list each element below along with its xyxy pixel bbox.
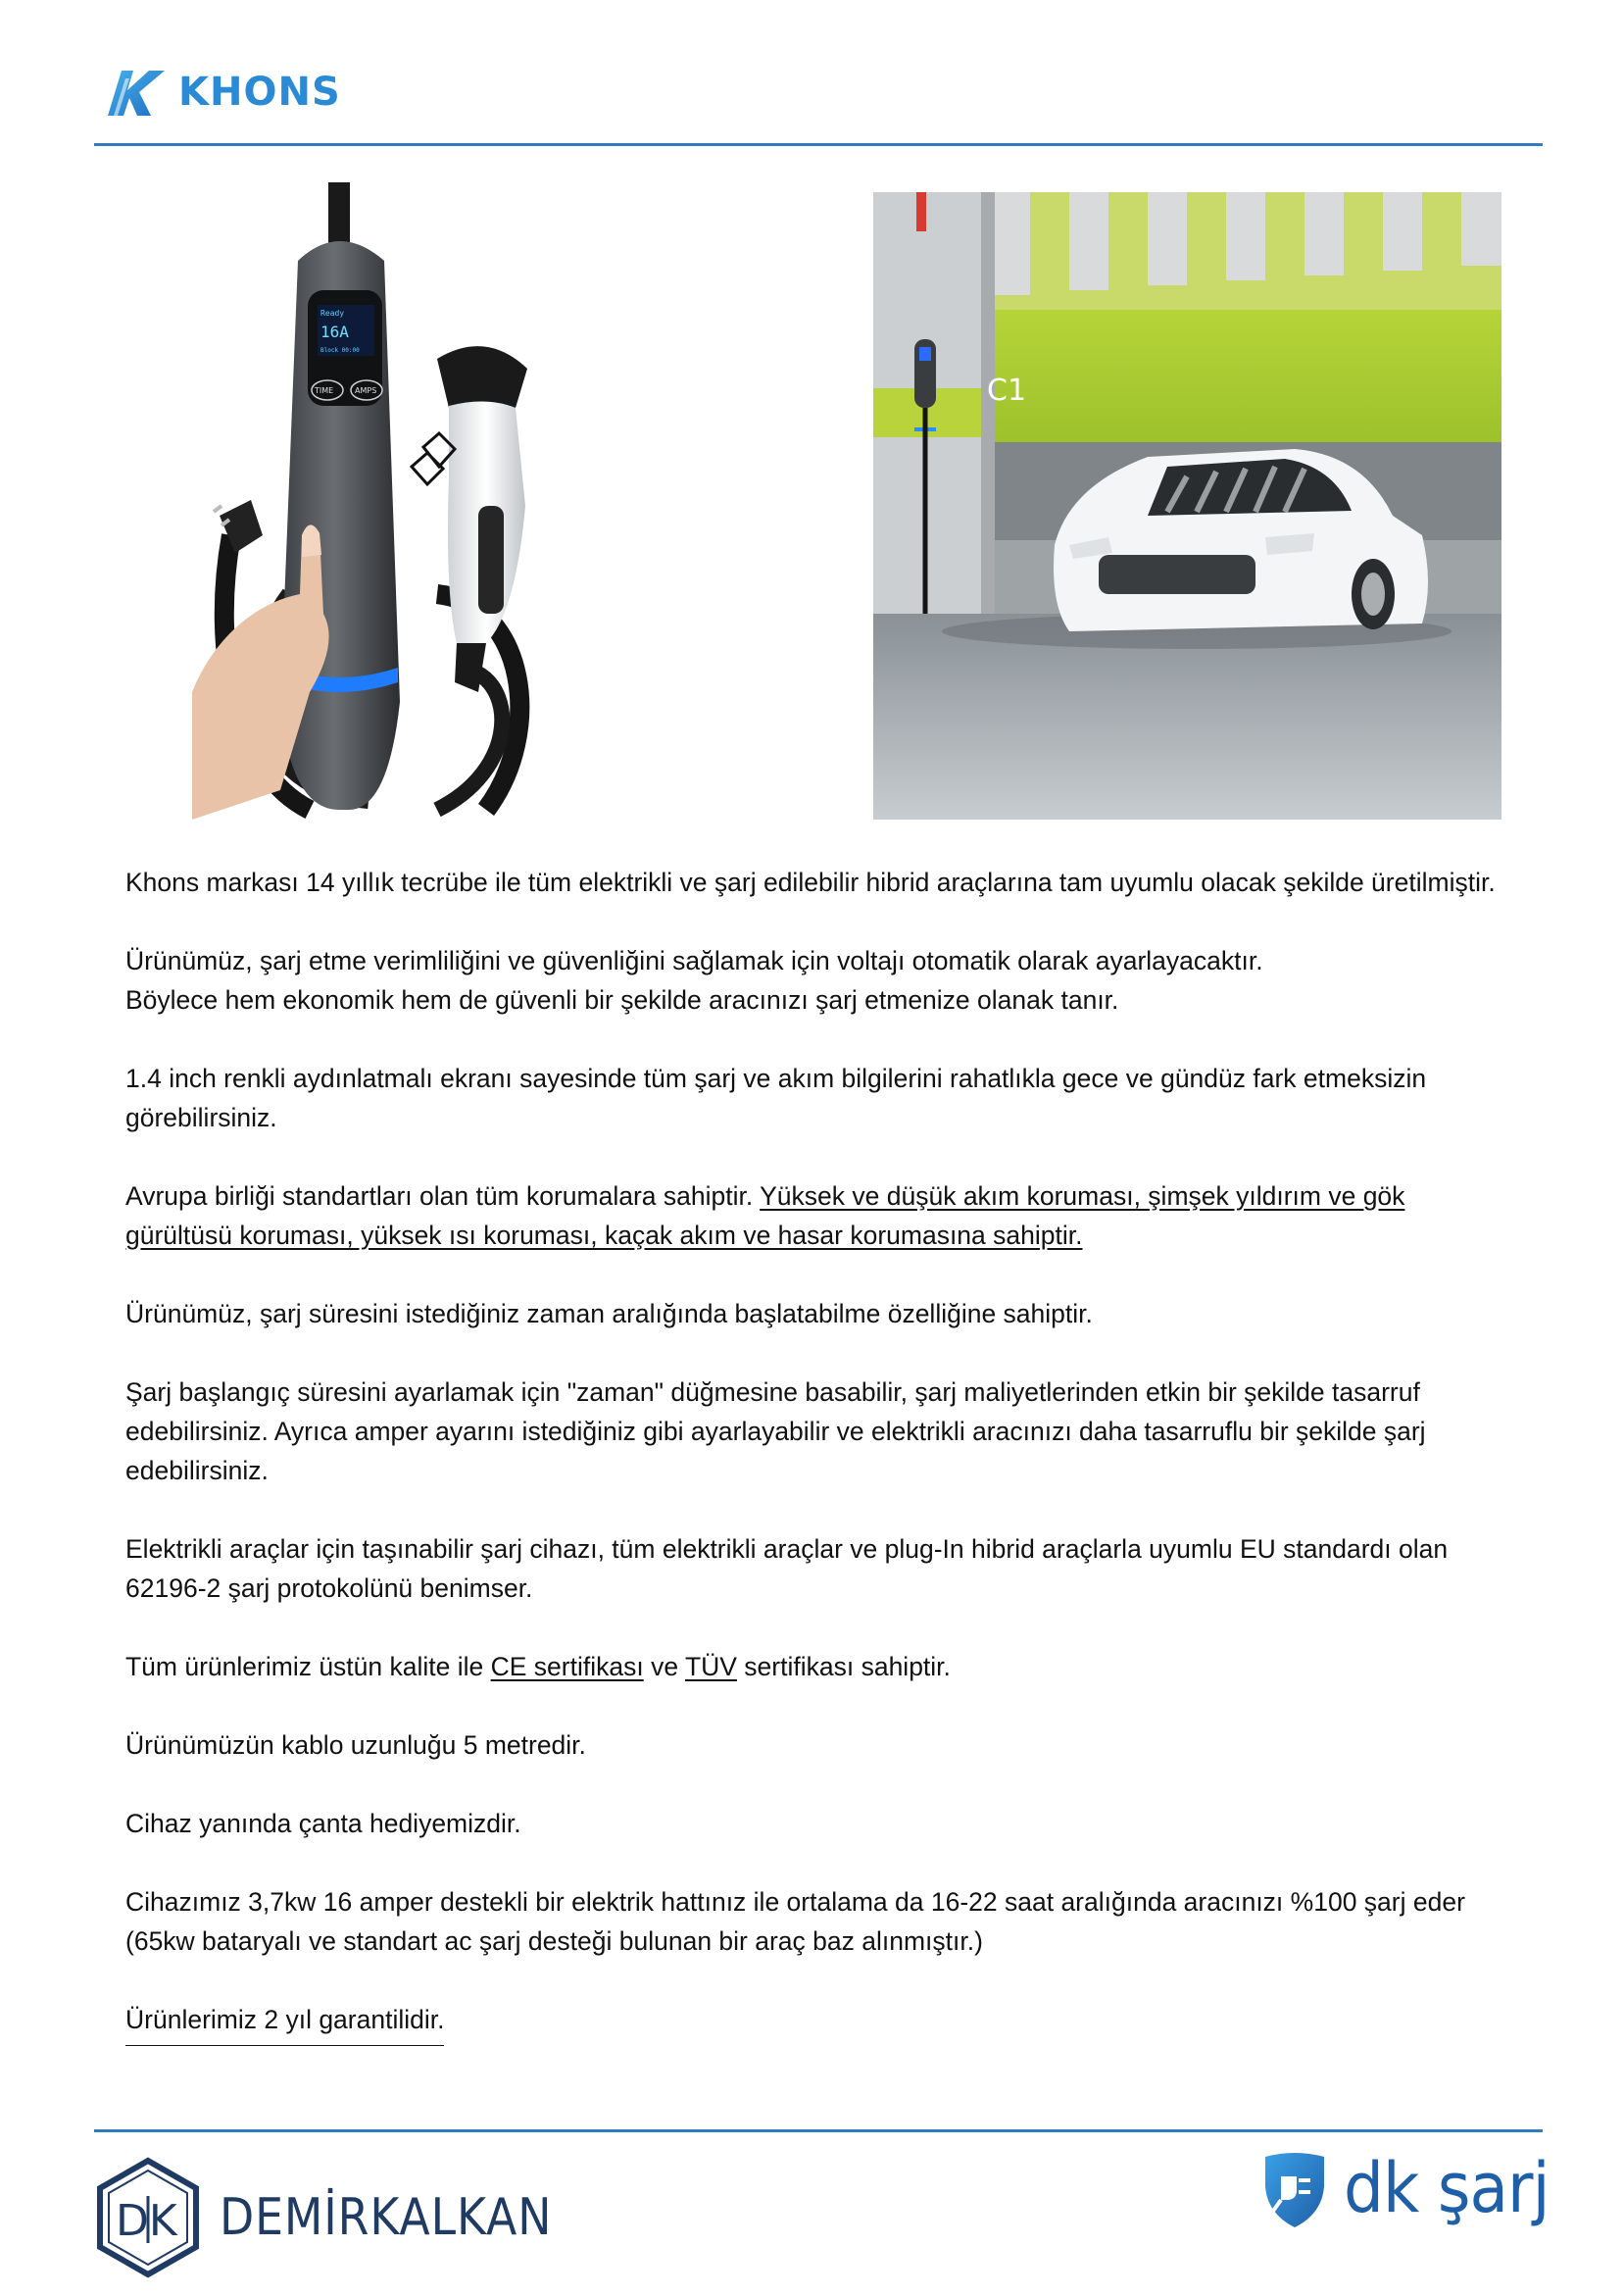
demirkalkan-logo	[94, 2157, 598, 2278]
screen-block-text: Block 00:00	[320, 347, 360, 354]
cert-text-a: Tüm ürünlerimiz üstün kalite ile	[125, 1652, 491, 1681]
screen-ready-text: Ready	[320, 309, 345, 318]
protection-list-underlined: Yüksek ve düşük akım koruması, şimşek yıldırım ve gök gürültüsü koruması, yüksek ısı koruması, kaçak akım ve hasar korumasına sahiptir.	[125, 1181, 1405, 1250]
product-description	[125, 863, 1517, 2085]
warranty-text: Ürünlerimiz 2 yıl garantilidir.	[125, 2000, 444, 2046]
paragraph-protection	[125, 1176, 1517, 1255]
khons-logo	[100, 65, 341, 120]
paragraph-standard: Elektrikli araçlar için taşınabilir şarj cihazı, tüm elektrikli araçlar ve plug-In hibrid araçlarla uyumlu EU standardı olan 62196-2 şarj protokolünü benimser.	[125, 1534, 1449, 1603]
paragraph-schedule: Ürünümüz, şarj süresini istediğiniz zaman aralığında başlatabilme özelliğine sahiptir.	[125, 1299, 1093, 1328]
screen-amps-text: 16A	[320, 323, 349, 341]
paragraph-display: 1.4 inch renkli aydınlatmalı ekranı sayesinde tüm şarj ve akım bilgilerini rahatlıkla gece ve gündüz fark etmeksizin görebilirsiniz.	[125, 1064, 1427, 1132]
paragraph-time-button: Şarj başlangıç süresini ayarlamak için "zaman" düğmesine basabilir, şarj maliyetlerinden etkin bir şekilde tasarruf edebilirsiniz. Ayrıca amper ayarını istediğiniz gibi ayarlayabilir ve elektrikli aracınızı daha tasarruflu bir şekilde şarj edebilirsiniz.	[125, 1377, 1426, 1485]
paragraph-cable-length: Ürünümüzün kablo uzunluğu 5 metredir.	[125, 1730, 586, 1760]
portable-charger-illustration	[192, 182, 557, 820]
paragraph-certificates	[125, 1647, 1517, 1686]
time-button-label: TIME	[315, 386, 334, 395]
cert-text-b: ve	[643, 1652, 685, 1681]
voltage-line-1: Ürünümüz, şarj etme verimliliğini ve güvenliğini sağlamak için voltajı otomatik olarak ayarlayacaktır.	[125, 946, 1263, 975]
garage-charging-image	[873, 192, 1501, 820]
paragraph-voltage	[125, 941, 1517, 1020]
parking-spot-label: C1	[987, 374, 1027, 408]
tuv-certificate-text: TÜV	[684, 1652, 737, 1681]
ce-certificate-text: CE sertifikası	[490, 1652, 644, 1681]
header-divider	[94, 143, 1543, 146]
dk-sarj-logo	[1259, 2147, 1567, 2229]
charger-product-image	[192, 182, 557, 820]
paragraph-bag-gift: Cihaz yanında çanta hediyemizdir.	[125, 1809, 521, 1838]
voltage-line-2: Böylece hem ekonomik hem de güvenli bir şekilde aracınızı şarj etmenize olanak tanır.	[125, 985, 1119, 1015]
footer-divider	[94, 2129, 1543, 2132]
dk-mark-text: DK	[116, 2196, 177, 2246]
khons-brand-text: KHONS	[178, 70, 341, 115]
protection-intro: Avrupa birliği standartları olan tüm korumalara sahiptir.	[125, 1181, 761, 1211]
amps-button-label: AMPS	[355, 386, 377, 395]
paragraph-experience: Khons markası 14 yıllık tecrübe ile tüm elektrikli ve şarj edilebilir hibrid araçlarına tam uyumlu olacak şekilde üretilmiştir.	[125, 868, 1496, 897]
dk-sarj-brand-text: dk şarj	[1344, 2148, 1550, 2228]
cert-text-c: sertifikası sahiptir.	[736, 1652, 951, 1681]
dk-hexagon-icon	[94, 2157, 202, 2278]
khons-k-logo-icon	[100, 65, 171, 120]
ev-charging-garage-illustration	[873, 192, 1501, 820]
demirkalkan-brand-text: DEMİRKALKAN	[220, 2188, 553, 2247]
paragraph-warranty	[125, 2000, 1517, 2046]
shield-plug-icon	[1259, 2147, 1330, 2229]
paragraph-charging-time: Cihazımız 3,7kw 16 amper destekli bir elektrik hattınız ile ortalama da 16-22 saat aralığında aracınızı %100 şarj eder (65kw bataryalı ve standart ac şarj desteği bulunan bir araç baz alınmıştır.)	[125, 1887, 1465, 1956]
